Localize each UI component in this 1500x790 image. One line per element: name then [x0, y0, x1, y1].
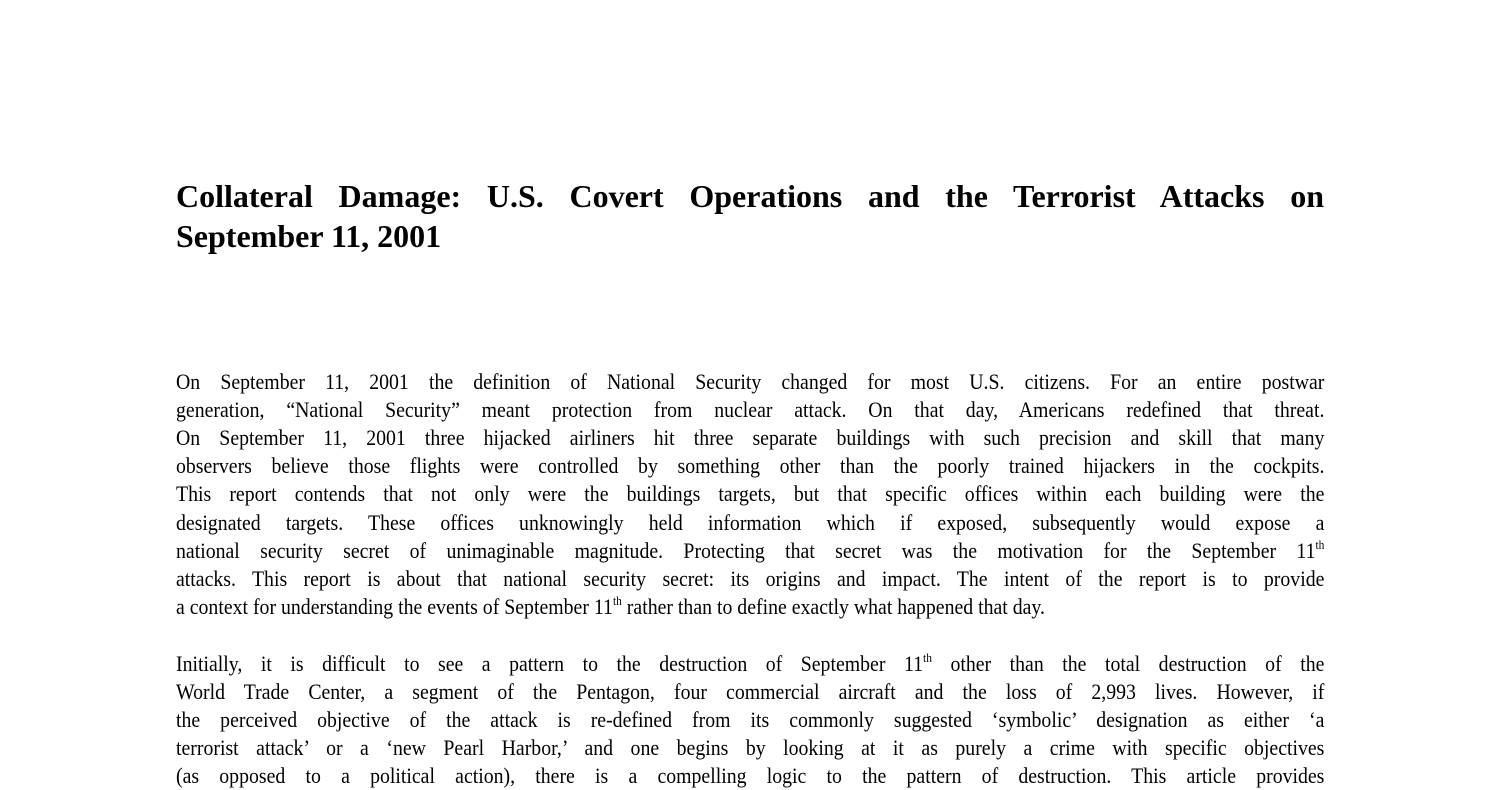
line-text: a context for understanding the events of September 11 — [176, 594, 613, 619]
paragraph-1-line — [176, 537, 1324, 565]
paragraph-1-line — [176, 593, 1324, 621]
line-text: other than the total destruction of the — [931, 651, 1325, 676]
paragraph-1-line: On September 11, 2001 the definition of National Security changed for most U.S. citizens. For an entire postwar — [176, 369, 1325, 394]
document-title-line-2: September 11, 2001 — [176, 218, 442, 254]
paragraph-1-line: generation, “National Security” meant protection from nuclear attack. On that day, Americans redefined that threat. — [176, 397, 1325, 422]
line-text: rather than to define exactly what happened that day. — [621, 594, 1045, 619]
paragraph-2-line: (as opposed to a political action), there is a compelling logic to the pattern of destruction. This article provides — [176, 763, 1325, 788]
paragraph-2-line: World Trade Center, a segment of the Pentagon, four commercial aircraft and the loss of 2,993 lives. However, if — [176, 679, 1325, 704]
paragraph-2-line — [176, 650, 1324, 678]
paragraph-1-line: This report contends that not only were the buildings targets, but that specific offices within each building were the — [176, 481, 1325, 506]
paragraph-1-line: designated targets. These offices unknowingly held information which if exposed, subsequently would expose a — [176, 510, 1325, 535]
superscript: th — [1315, 537, 1325, 552]
line-text: Initially, it is difficult to see a pattern to the destruction of September 11 — [176, 651, 924, 676]
superscript: th — [923, 650, 932, 665]
paragraph-2-line: the perceived objective of the attack is re-defined from its commonly suggested ‘symbolic’ designation as either ‘a — [176, 707, 1325, 732]
paragraph-2-line: terrorist attack’ or a ‘new Pearl Harbor,’ and one begins by looking at it as purely a crime with specific objectives — [176, 735, 1325, 760]
document-title-line-1: Collateral Damage: U.S. Covert Operations and the Terrorist Attacks on — [176, 178, 1324, 214]
paragraph-1-line: attacks. This report is about that national security secret: its origins and impact. The intent of the report is to provide — [176, 566, 1325, 591]
superscript: th — [612, 593, 622, 608]
paragraph-1-line: On September 11, 2001 three hijacked airliners hit three separate buildings with such precision and skill that many — [176, 425, 1325, 450]
line-text: national security secret of unimaginable magnitude. Protecting that secret was the motivation for the September 11 — [176, 538, 1316, 563]
paragraph-1-line: observers believe those flights were controlled by something other than the poorly trained hijackers in the cockpits. — [176, 453, 1325, 478]
